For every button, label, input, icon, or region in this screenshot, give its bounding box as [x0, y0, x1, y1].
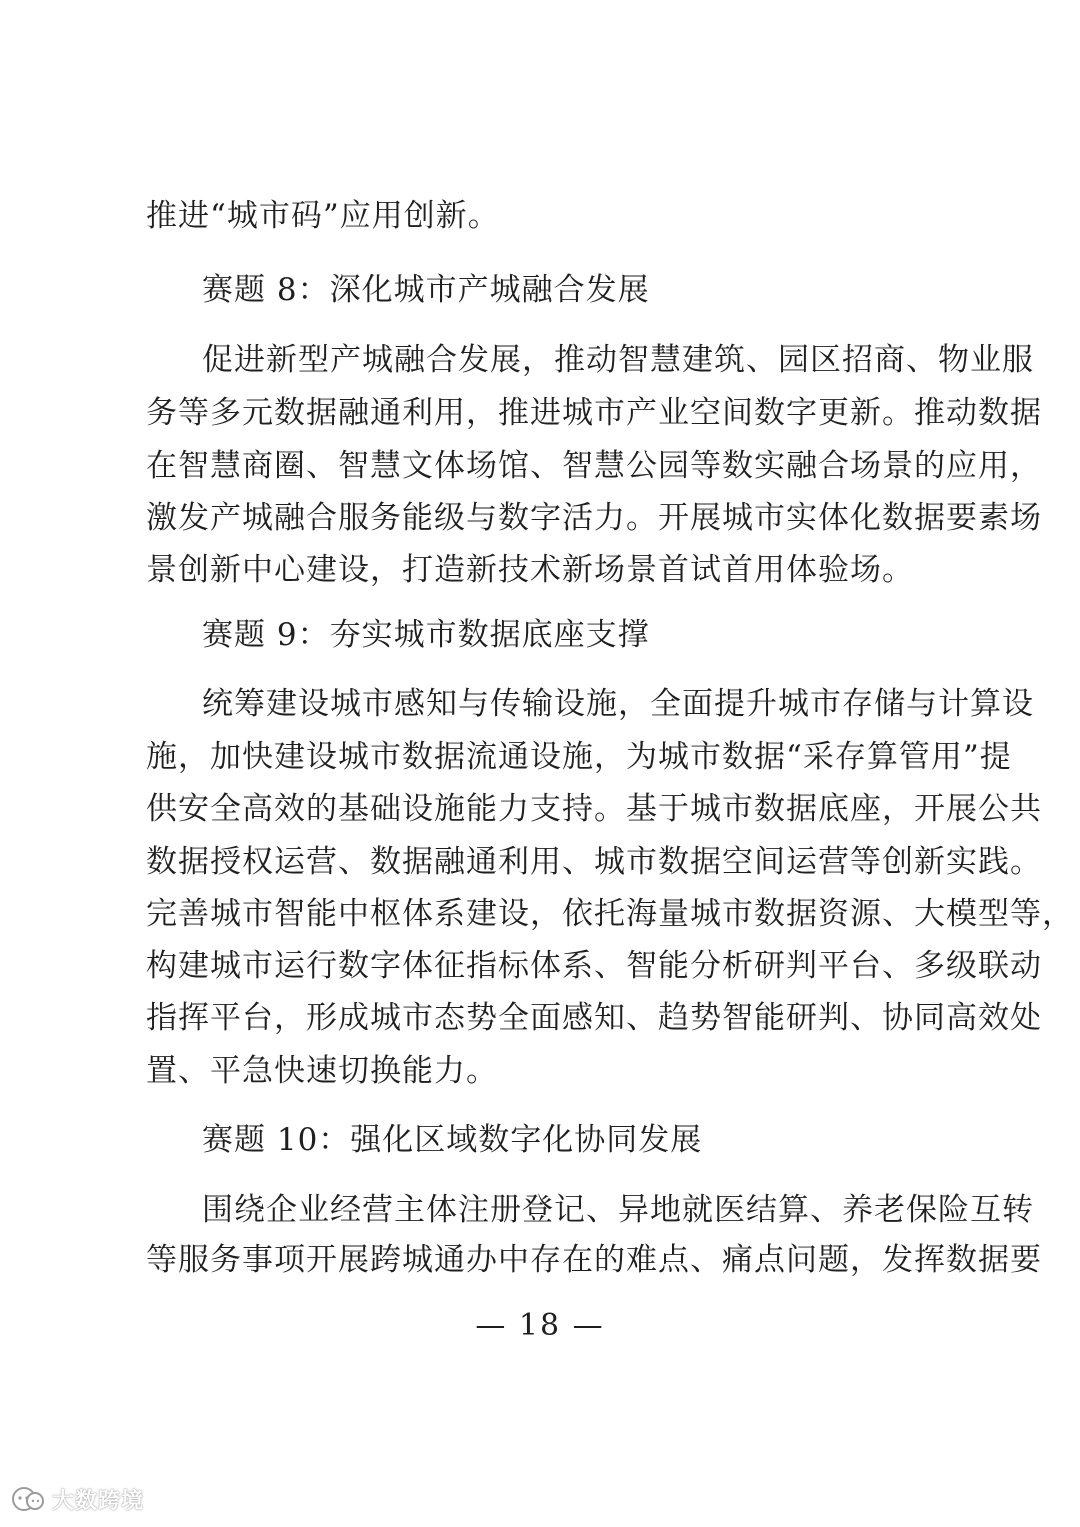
document-page: 推进“城市码”应用创新。 赛题 8：深化城市产城融合发展 促进新型产城融合发展，推动智慧建筑、园区招商、物业服 务等多元数据融通利用，推进城市产业空间数字更新。推动数据 在智慧商圈、智慧文体场馆、智慧公园等数实融合场景的应用， 激发产城融合服务能级与数字活力。开展城市实体化数据要素场 景创新中心建设，打造新技术新场景首试首用体验场。 赛题 9：夯实城市数据底座支撑 统筹建设城市感知与传输设施，全面提升城市存储与计算设 施，加快建设城市数据流通设施，为城市数据“采存算管用”提 供安全高效的基础设施能力支持。基于城市数据底座，开展公共 数据授权运营、数据融通利用、城市数据空间运营等创新实践。 完善城市智能中枢体系建设，依托海量城市数据资源、大模型等， 构建城市运行数字体征指标体系、智能分析研判平台、多级联动 指挥平台，形成城市态势全面感知、趋势智能研判、协同高效处 置、平急快速切换能力。 赛题 10：强化区域数字化协同发展 围绕企业经营主体注册登记、异地就医结算、养老保险互转 等服务事项开展跨城通办中存在的难点、痛点问题，发挥数据要 — 18 — 大数跨境: [0, 0, 1080, 1527]
watermark-text: 大数跨境: [52, 1488, 145, 1514]
watermark: [10, 1482, 144, 1516]
page-number: — 18 —: [475, 1308, 605, 1343]
chat-bubble-icon: [10, 1484, 46, 1514]
